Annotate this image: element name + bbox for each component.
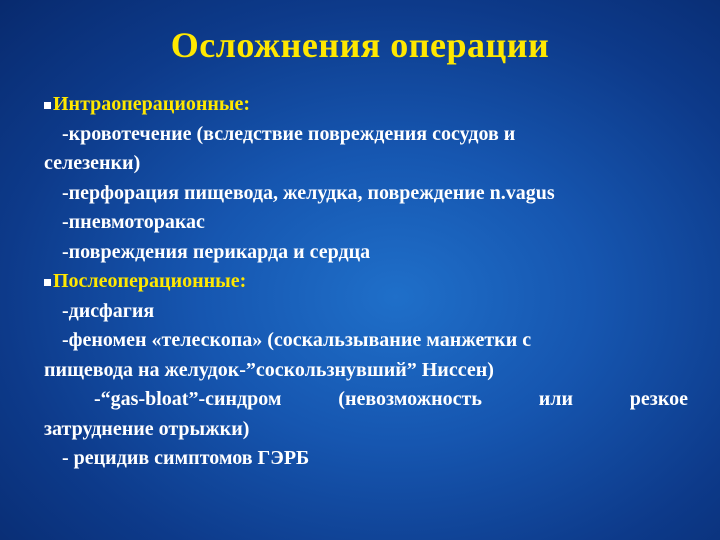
list-item: -повреждения перикарда и сердца xyxy=(62,240,371,263)
section-heading-postoperative xyxy=(44,267,688,297)
square-bullet-icon xyxy=(44,279,51,286)
list-item: -феномен «телескопа» (соскальзывание манжетки с xyxy=(62,329,532,351)
section-heading-intraoperative xyxy=(44,90,688,120)
list-item-justified xyxy=(44,385,688,415)
slide-title: Осложнения операции xyxy=(170,25,550,65)
list-item-word: или xyxy=(538,388,574,410)
list-item-continuation: пищевода на желудок-”соскользнувший” Ниссен) xyxy=(44,358,494,381)
square-bullet-icon xyxy=(44,102,51,109)
list-item: -перфорация пищевода, желудка, повреждение n.vagus xyxy=(62,181,555,204)
list-item: -пневмоторакас xyxy=(62,211,205,233)
section-heading-text: Интраоперационные: xyxy=(53,93,251,115)
list-item-continuation: затруднение отрыжки) xyxy=(44,417,250,440)
list-item: - рецидив симптомов ГЭРБ xyxy=(62,447,310,469)
list-item: -кровотечение (вследствие повреждения сосудов и xyxy=(62,122,516,145)
list-item-word: (невозможность xyxy=(338,388,482,410)
list-item: -дисфагия xyxy=(62,299,155,322)
list-item-word: резкое xyxy=(629,388,688,410)
list-item-word: -“gas-bloat”-синдром xyxy=(94,388,282,410)
section-heading-text: Послеоперационные: xyxy=(53,270,247,292)
list-item-continuation: селезенки) xyxy=(44,152,141,174)
slide-content xyxy=(44,90,688,474)
